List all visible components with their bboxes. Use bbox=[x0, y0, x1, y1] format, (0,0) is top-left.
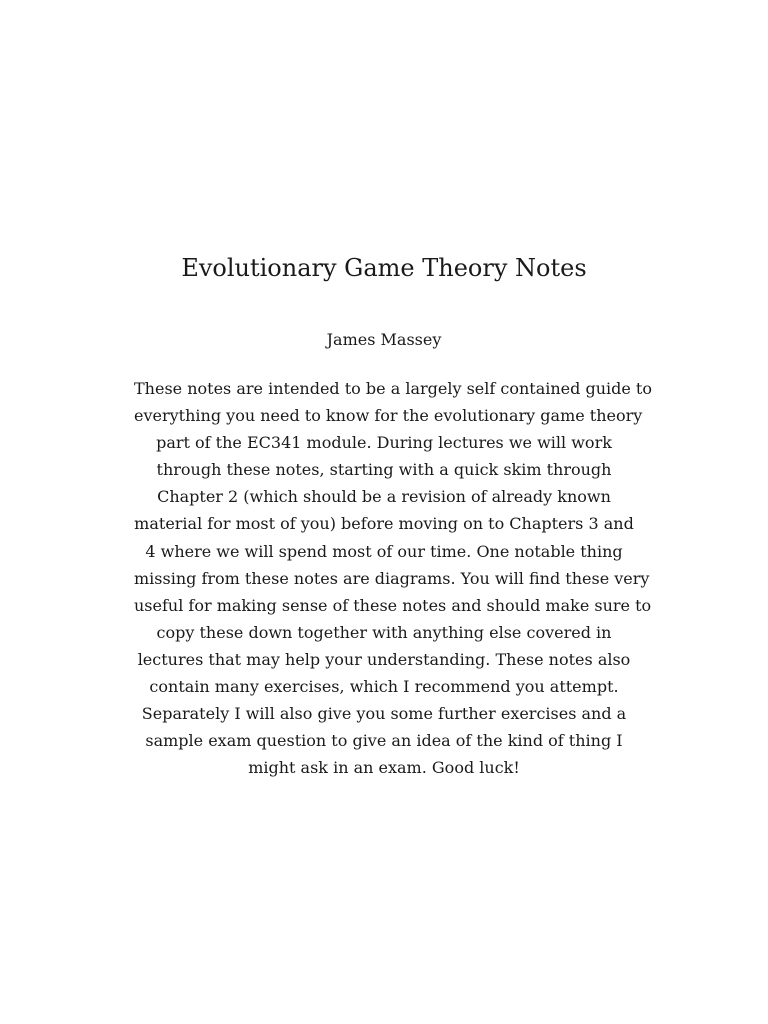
abstract-line: might ask in an exam. Good luck! bbox=[248, 758, 520, 778]
abstract-line: missing from these notes are diagrams. You will find these very bbox=[134, 568, 650, 588]
abstract-line: lectures that may help your understanding. These notes also bbox=[137, 649, 631, 669]
abstract-line: part of the EC341 module. During lectures we will work bbox=[156, 433, 612, 453]
abstract-line: sample exam question to give an idea of the kind of thing I bbox=[145, 731, 623, 751]
abstract-line: material for most of you) before moving on to Chapters 3 and bbox=[134, 514, 634, 534]
abstract-line: Chapter 2 (which should be a revision of already known bbox=[157, 487, 611, 507]
document-abstract bbox=[134, 375, 652, 781]
abstract-line: through these notes, starting with a quick skim through bbox=[156, 460, 612, 480]
abstract-line: Separately I will also give you some further exercises and a bbox=[141, 704, 627, 724]
abstract-line: 4 where we will spend most of our time. One notable thing bbox=[145, 541, 623, 561]
abstract-line: useful for making sense of these notes and should make sure to bbox=[134, 595, 652, 615]
document-title: Evolutionary Game Theory Notes bbox=[181, 254, 587, 282]
abstract-line: copy these down together with anything else covered in bbox=[156, 622, 612, 642]
abstract-line: These notes are intended to be a largely self contained guide to bbox=[134, 379, 652, 398]
abstract-line: everything you need to know for the evolutionary game theory bbox=[134, 406, 643, 426]
document-author: James Massey bbox=[326, 330, 442, 349]
abstract-line: contain many exercises, which I recommend you attempt. bbox=[149, 677, 619, 697]
